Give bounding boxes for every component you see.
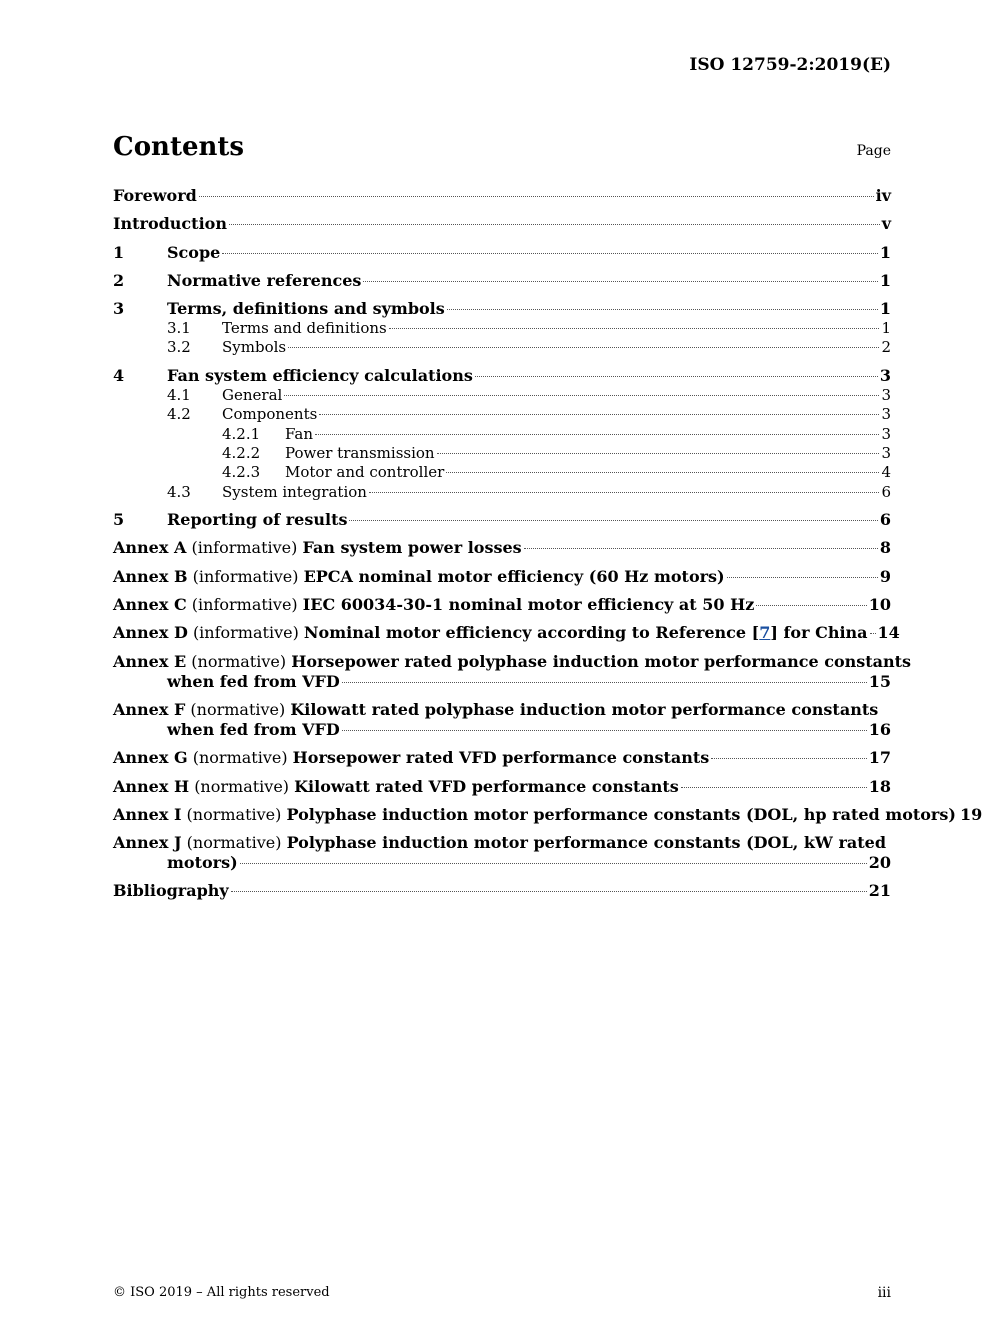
toc-entry-calculations[interactable] bbox=[113, 366, 891, 386]
annex-type: (normative) bbox=[186, 833, 282, 853]
toc-entry-page: 3 bbox=[881, 443, 891, 462]
annex-title: Polyphase induction motor performance constants (DOL, hp rated motors) bbox=[286, 804, 956, 824]
toc-entry-page: 19 bbox=[959, 804, 982, 824]
dot-leader bbox=[369, 492, 880, 493]
annex-title: Polyphase induction motor performance constants (DOL, kW rated bbox=[286, 833, 887, 853]
toc-entry-page: 1 bbox=[879, 242, 891, 262]
toc-entry-number: 4.2.1 bbox=[222, 424, 261, 443]
annex-label: Annex C bbox=[113, 595, 187, 615]
toc-entry-page: 1 bbox=[879, 270, 891, 290]
page-number: iii bbox=[877, 1285, 891, 1301]
dot-leader bbox=[870, 633, 876, 634]
toc-entry-title: Motor and controller bbox=[285, 463, 445, 482]
toc-entry-symbols[interactable] bbox=[113, 338, 891, 357]
toc-entry-reporting[interactable] bbox=[113, 510, 891, 530]
annex-title: EPCA nominal motor efficiency (60 Hz motors) bbox=[303, 566, 725, 586]
dot-leader bbox=[681, 787, 867, 788]
toc-entry-introduction[interactable] bbox=[113, 214, 891, 234]
document-id: ISO 12759-2:2019(E) bbox=[689, 55, 891, 75]
annex-label: Annex J bbox=[113, 833, 182, 853]
dot-leader bbox=[363, 281, 877, 282]
toc-entry-title: Scope bbox=[167, 242, 221, 262]
dot-leader bbox=[319, 414, 879, 415]
toc-entry-terms-definitions[interactable] bbox=[113, 319, 891, 338]
dot-leader bbox=[524, 548, 878, 549]
annex-type: (normative) bbox=[192, 748, 288, 768]
toc-entry-title: Fan bbox=[285, 424, 313, 443]
annex-label: Annex D bbox=[113, 623, 188, 643]
annex-type: (informative) bbox=[192, 623, 299, 643]
toc-entry-page: 1 bbox=[881, 319, 891, 338]
toc-entry-page: 3 bbox=[879, 366, 891, 386]
toc-entry-annex-j[interactable] bbox=[113, 833, 891, 873]
annex-title-continued: when fed from VFD bbox=[167, 671, 340, 691]
toc-entry-number: 4.3 bbox=[167, 482, 191, 501]
annex-title: Fan system power losses bbox=[302, 538, 522, 558]
annex-label: Annex F bbox=[113, 699, 186, 719]
annex-type: (normative) bbox=[186, 804, 282, 824]
annex-title: Nominal motor efficiency according to Reference [ bbox=[303, 623, 760, 643]
toc-entry-fan[interactable] bbox=[113, 425, 891, 444]
toc-entry-annex-c[interactable] bbox=[113, 595, 891, 615]
toc-entry-power-transmission[interactable] bbox=[113, 444, 891, 463]
toc-entry-number: 4.2.2 bbox=[222, 443, 261, 462]
toc-entry-annex-g[interactable] bbox=[113, 748, 891, 768]
toc-entry-number: 3.2 bbox=[167, 338, 191, 357]
toc-entry-page: 21 bbox=[868, 881, 891, 901]
toc-entry-title: Bibliography bbox=[113, 881, 229, 901]
annex-title-end: ] for China bbox=[770, 623, 868, 643]
toc-entry-annex-e[interactable] bbox=[113, 651, 912, 692]
toc-entry-page: 3 bbox=[881, 386, 891, 405]
annex-title: Kilowatt rated VFD performance constants bbox=[294, 776, 679, 796]
toc-entry-page: iv bbox=[875, 186, 891, 205]
dot-leader bbox=[284, 395, 879, 396]
dot-leader bbox=[222, 253, 878, 254]
annex-title: IEC 60034-30-1 nominal motor efficiency at 50 Hz bbox=[302, 595, 755, 615]
toc-entry-page: 1 bbox=[879, 299, 891, 319]
toc-entry-page: 17 bbox=[868, 748, 891, 768]
annex-label: Annex G bbox=[113, 748, 188, 768]
toc-entry-title: Components bbox=[222, 405, 318, 424]
toc-entry-number: 3 bbox=[113, 299, 125, 319]
dot-leader bbox=[727, 577, 878, 578]
toc-entry-number: 2 bbox=[113, 270, 125, 290]
annex-title: Horsepower rated VFD performance constants bbox=[292, 748, 710, 768]
toc-entry-page: 3 bbox=[881, 424, 891, 443]
dot-leader bbox=[231, 891, 867, 892]
toc-entry-number: 4 bbox=[113, 366, 125, 386]
annex-label: Annex I bbox=[113, 804, 182, 824]
toc-entry-page: 15 bbox=[868, 671, 891, 691]
annex-label: Annex E bbox=[113, 651, 187, 671]
dot-leader bbox=[342, 682, 867, 683]
toc-entry-title: Reporting of results bbox=[167, 510, 348, 530]
toc-entry-foreword[interactable] bbox=[113, 186, 891, 206]
toc-entry-page: 6 bbox=[879, 510, 891, 530]
dot-leader bbox=[447, 309, 878, 310]
toc-entry-page: 18 bbox=[868, 776, 891, 796]
toc-entry-annex-f[interactable] bbox=[113, 700, 891, 740]
toc-entry-title: Terms and definitions bbox=[222, 319, 387, 338]
dot-leader bbox=[288, 347, 879, 348]
dot-leader bbox=[446, 472, 879, 473]
toc-entry-number: 4.2 bbox=[167, 405, 191, 424]
dot-leader bbox=[389, 328, 880, 329]
toc-entry-page: 8 bbox=[879, 538, 891, 558]
toc-entry-motor-controller[interactable] bbox=[113, 463, 891, 482]
toc-entry-title: General bbox=[222, 386, 283, 405]
toc-entry-title: Normative references bbox=[167, 270, 362, 290]
dot-leader bbox=[475, 376, 878, 377]
toc-entry-number: 4.1 bbox=[167, 386, 191, 405]
dot-leader bbox=[229, 224, 880, 225]
toc-entry-title: Fan system efficiency calculations bbox=[167, 366, 473, 386]
toc-entry-number: 5 bbox=[113, 510, 125, 530]
toc-entry-general[interactable] bbox=[113, 386, 891, 405]
toc-entry-page: v bbox=[881, 214, 891, 234]
toc-entry-title: System integration bbox=[222, 482, 367, 501]
annex-title: Horsepower rated polyphase induction motor performance constants bbox=[291, 651, 912, 671]
toc-entry-title: Foreword bbox=[113, 186, 197, 205]
toc-entry-page: 2 bbox=[881, 338, 891, 357]
toc-entry-page: 16 bbox=[868, 719, 891, 739]
annex-type: (normative) bbox=[190, 699, 286, 719]
toc-entry-title: Symbols bbox=[222, 338, 287, 357]
toc-entry-normative-references[interactable] bbox=[113, 271, 891, 291]
annex-type: (informative) bbox=[192, 566, 299, 586]
toc-entry-page: 6 bbox=[881, 482, 891, 501]
toc-entry-page: 4 bbox=[881, 463, 891, 482]
toc-entry-number: 4.2.3 bbox=[222, 463, 261, 482]
dot-leader bbox=[199, 196, 874, 197]
toc-entry-page: 10 bbox=[868, 595, 891, 615]
dot-leader bbox=[711, 758, 866, 759]
annex-type: (informative) bbox=[191, 595, 298, 615]
annex-label: Annex B bbox=[113, 566, 188, 586]
dot-leader bbox=[240, 863, 867, 864]
toc-entry-title: Terms, definitions and symbols bbox=[167, 299, 445, 319]
toc-entry-system-integration[interactable] bbox=[113, 483, 891, 502]
toc-entry-annex-b[interactable] bbox=[113, 567, 891, 587]
annex-title-continued: when fed from VFD bbox=[167, 719, 340, 739]
page-column-label: Page bbox=[856, 143, 891, 159]
dot-leader bbox=[437, 453, 880, 454]
toc-entry-number: 3.1 bbox=[167, 319, 191, 338]
toc-entry-bibliography[interactable] bbox=[113, 881, 891, 901]
annex-title: Kilowatt rated polyphase induction motor performance constants bbox=[290, 699, 879, 719]
dot-leader bbox=[315, 434, 879, 435]
dot-leader bbox=[756, 605, 866, 606]
toc-entry-annex-a[interactable] bbox=[113, 538, 891, 558]
annex-type: (informative) bbox=[191, 538, 298, 558]
dot-leader bbox=[349, 520, 877, 521]
annex-type: (normative) bbox=[191, 651, 287, 671]
toc-entry-page: 3 bbox=[881, 405, 891, 424]
toc-entry-terms[interactable] bbox=[113, 299, 891, 319]
page-title: Contents bbox=[113, 132, 245, 162]
annex-label: Annex H bbox=[113, 776, 190, 796]
toc-entry-annex-i[interactable] bbox=[113, 804, 982, 825]
toc-entry-scope[interactable] bbox=[113, 243, 891, 263]
toc-entry-page: 14 bbox=[877, 623, 900, 643]
toc-entry-number: 1 bbox=[113, 242, 125, 262]
annex-title-continued: motors) bbox=[167, 853, 238, 873]
toc-entry-title: Introduction bbox=[113, 214, 227, 234]
annex-type: (normative) bbox=[194, 776, 290, 796]
table-of-contents bbox=[113, 186, 982, 910]
toc-entry-annex-d[interactable] bbox=[113, 623, 900, 643]
toc-entry-components[interactable] bbox=[113, 405, 891, 424]
toc-entry-annex-h[interactable] bbox=[113, 777, 891, 797]
dot-leader bbox=[342, 730, 867, 731]
toc-entry-page: 20 bbox=[868, 853, 891, 873]
copyright-notice: © ISO 2019 – All rights reserved bbox=[113, 1285, 330, 1300]
toc-entry-title: Power transmission bbox=[285, 443, 435, 462]
annex-label: Annex A bbox=[113, 538, 187, 558]
toc-entry-page: 9 bbox=[879, 566, 891, 586]
reference-link[interactable]: 7 bbox=[759, 623, 771, 643]
